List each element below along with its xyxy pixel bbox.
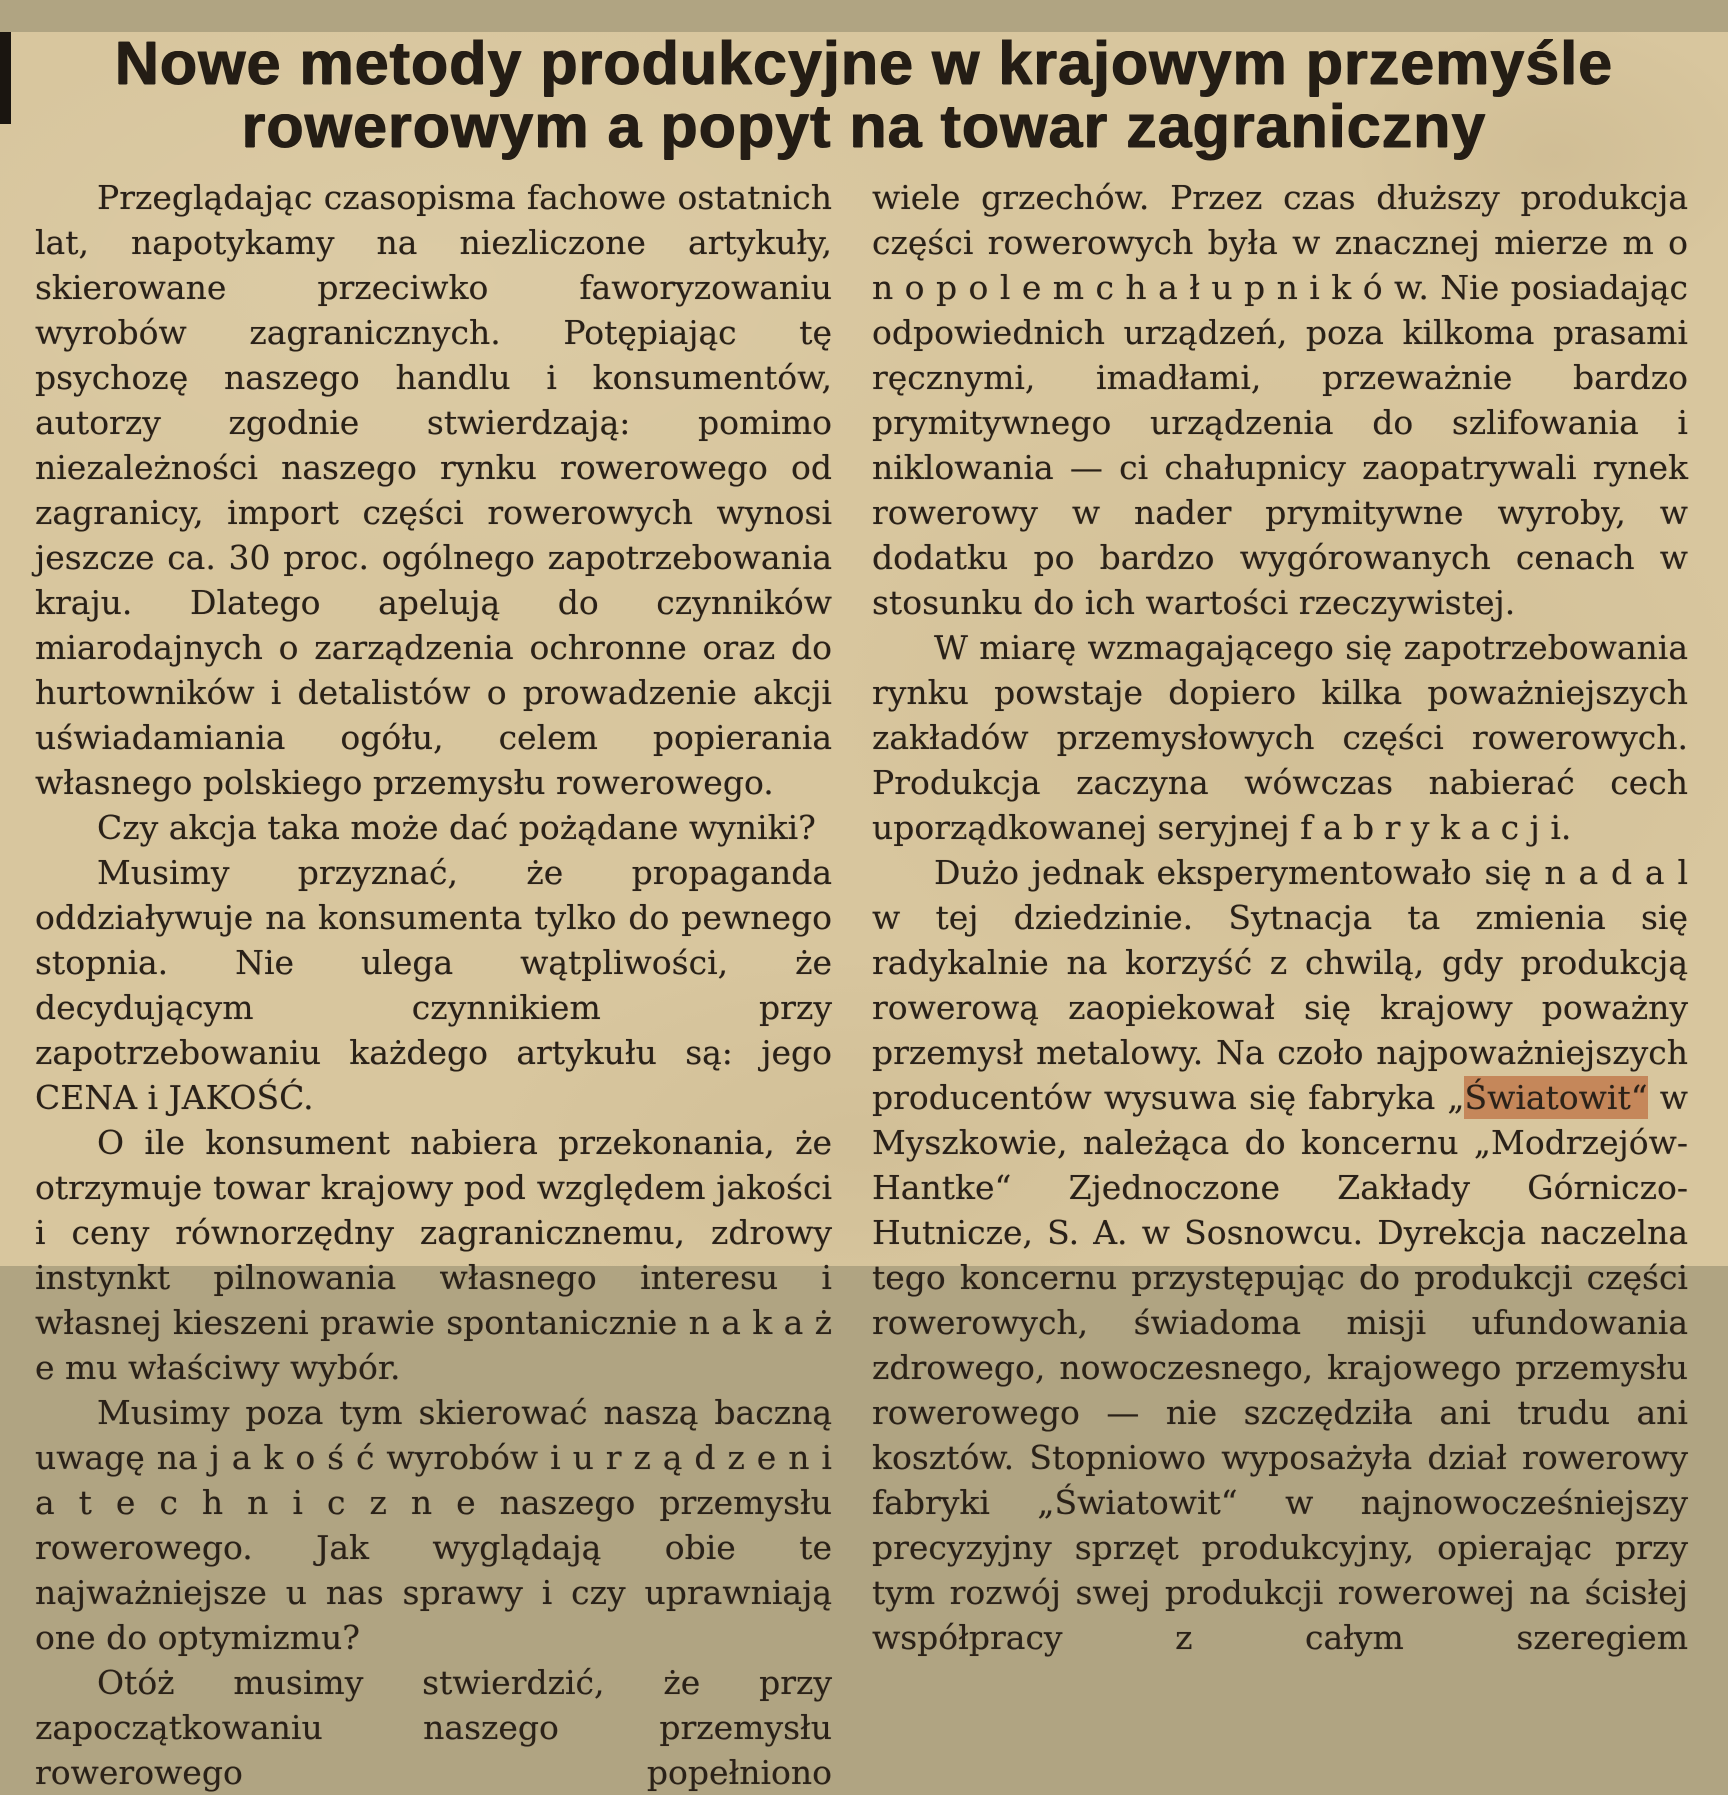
paragraph: Otóż musimy stwierdzić, że przy zapoczątkowaniu naszego przemysłu rowerowego popełniono <box>35 1662 832 1792</box>
newspaper-clipping-page <box>0 29 1728 1792</box>
search-highlight: Światowit“ <box>1464 1077 1648 1117</box>
paragraph-text: Dużo jednak eksperymentowało się n a d a l w tej dziedzinie. Sytnacja ta zmienia się radykalnie na korzyść z chwilą, gdy produkcją rowerową zaopiekował się krajowy poważny przemysł metalowy. Na czoło najpoważniejszych producentów wysuwa się fabryka „ <box>872 852 1688 1117</box>
paragraph: Czy akcja taka może dać pożądane wyniki? <box>97 807 816 847</box>
article-headline <box>40 29 1688 161</box>
paragraph: wiele grzechów. Przez czas dłuższy produkcja części rowerowych była w znacznej mierze m o n o p o l e m c h a ł u p n i k ó w. Nie posiadając odpowiednich urządzeń, poza kilkoma prasami ręcznymi, imadłami, przeważnie bardzo prymitywnego urządzenia do szlifowania i niklowania — ci chałupnicy zaopatrywali rynek rowerowy w nader prymitywne wyroby, w dodatku po bardzo wygórowanych cenach w stosunku do ich wartości rzeczywistej. <box>872 177 1688 622</box>
paragraph: Musimy przyznać, że propaganda oddziaływuje na konsumenta tylko do pewnego stopnia. Nie ulega wątpliwości, że decydującym czynnikiem przy zapotrzebowaniu każdego artykułu są: jego CENA i JAKOŚĆ. <box>35 852 832 1117</box>
headline-line-1: Nowe metody produkcyjne w krajowym przemyśle <box>114 29 1614 97</box>
paragraph-text: w Myszkowie, należąca do koncernu „Modrzejów-Hantke“ Zjednoczone Zakłady Górniczo-Hutnicze, S. A. w Sosnowcu. Dyrekcja naczelna tego koncernu przystępując do produkcji części rowerowych, świadoma misji ufundowania zdrowego, nowoczesnego, krajowego przemysłu rowerowego — nie szczędziła ani trudu ani kosztów. Stopniowo wyposażyła dział rowerowy fabryki „Światowit“ w najnowocześniejszy precyzyjny sprzęt produkcyjny, opierając przy tym rozwój swej produkcji rowerowej na ścisłej współpracy z całym szeregiem <box>872 1077 1688 1657</box>
right-column <box>872 175 1688 1795</box>
article-body <box>0 159 1728 1795</box>
headline-line-2: rowerowym a popyt na towar zagraniczny <box>241 92 1487 161</box>
paragraph: O ile konsument nabiera przekonania, że otrzymuje towar krajowy pod względem jakości i ceny równorzędny zagranicznemu, zdrowy instynkt pilnowania własnego interesu i własnej kieszeni prawie spontanicznie n a k a ż e mu właściwy wybór. <box>35 1122 832 1387</box>
paragraph: W miarę wzmagającego się zapotrzebowania rynku powstaje dopiero kilka poważniejszych zakładów przemysłowych części rowerowych. Produkcja zaczyna wówczas nabierać cech uporządkowanej seryjnej f a b r y k a c j i. <box>872 627 1688 847</box>
scan-edge-mark <box>0 32 11 124</box>
paragraph <box>872 850 1688 1660</box>
paragraph: Musimy poza tym skierować naszą baczną uwagę na j a k o ś ć wyrobów i u r z ą d z e n i a t e c h n i c z n e naszego przemysłu rowerowego. Jak wyglądają obie te najważniejsze u nas sprawy i czy uprawniają one do optymizmu? <box>35 1392 832 1657</box>
paragraph: Przeglądając czasopisma fachowe ostatnich lat, napotykamy na niezliczone artykuły, skierowane przeciwko faworyzowaniu wyrobów zagranicznych. Potępiając tę psychozę naszego handlu i konsumentów, autorzy zgodnie stwierdzają: pomimo niezależności naszego rynku rowerowego od zagranicy, import części rowerowych wynosi jeszcze ca. 30 proc. ogólnego zapotrzebowania kraju. Dlatego apelują do czynników miarodajnych o zarządzenia ochronne oraz do hurtowników i detalistów o prowadzenie akcji uświadamiania ogółu, celem popierania własnego polskiego przemysłu rowerowego. <box>35 177 832 802</box>
left-column <box>35 175 832 1795</box>
